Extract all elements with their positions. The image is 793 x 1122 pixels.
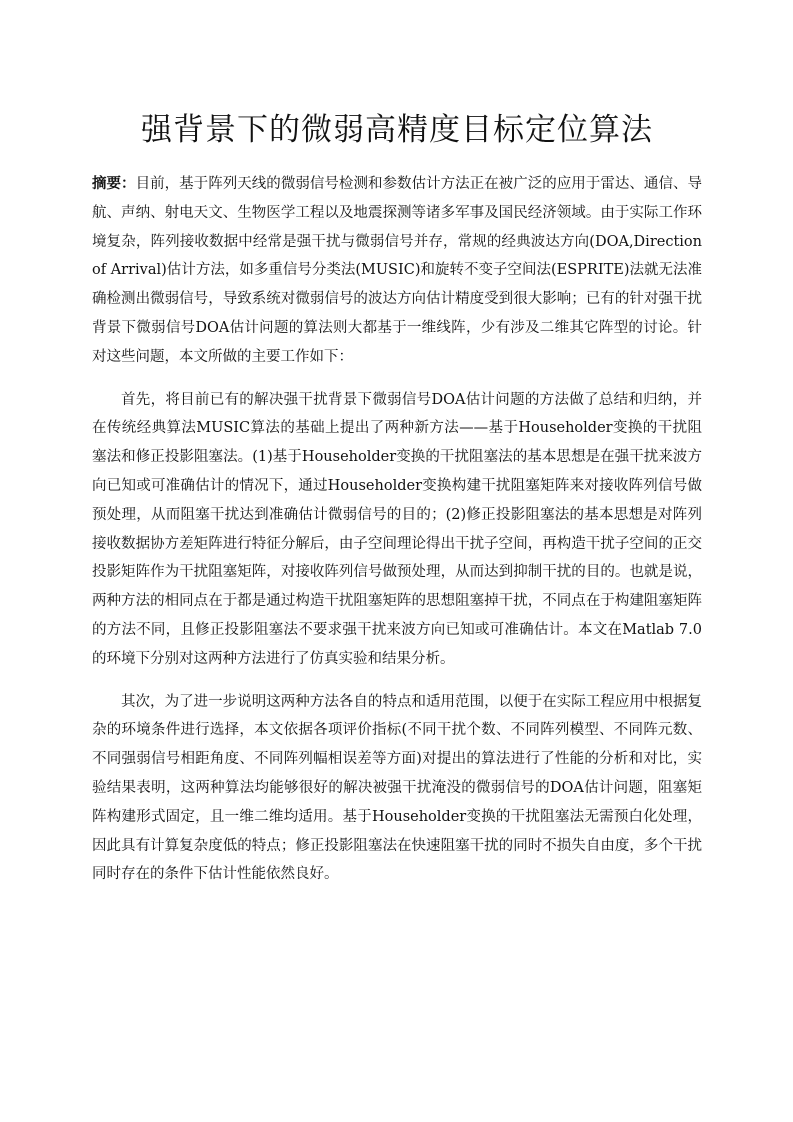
document-page [92,108,702,889]
abstract-paragraph [92,170,702,372]
paper-title: 强背景下的微弱高精度目标定位算法 [141,112,653,148]
abstract-text: 目前，基于阵列天线的微弱信号检测和参数估计方法正在被广泛的应用于雷达、通信、导航、声纳、射电天文、生物医学工程以及地震探测等诸多军事及国民经济领域。由于实际工作环境复杂，阵列接收数据中经常是强干扰与微弱信号并存，常规的经典波达方向(DOA,Direction of Arrival)估计方法，如多重信号分类法(MUSIC)和旋转不变子空间法(ESPRITE)法就无法准确检测出微弱信号，导致系统对微弱信号的波达方向估计精度受到很大影响；已有的针对强干扰背景下微弱信号DOA估计问题的算法则大都基于一维线阵，少有涉及二维其它阵型的讨论。针对这些问题，本文所做的主要工作如下： [92,176,703,365]
body-paragraph-2: 其次，为了进一步说明这两种方法各自的特点和适用范围，以便于在实际工程应用中根据复杂的环境条件进行选择，本文依据各项评价指标(不同干扰个数、不同阵列模型、不同阵元数、不同强弱信号相距角度、不同阵列幅相误差等方面)对提出的算法进行了性能的分析和对比，实验结果表明，这两种算法均能够很好的解决被强干扰淹没的微弱信号的DOA估计问题，阻塞矩阵构建形式固定，且一维二维均适用。基于Householder变换的干扰阻塞法无需预白化处理，因此具有计算复杂度低的特点；修正投影阻塞法在快速阻塞干扰的同时不损失自由度，多个干扰同时存在的条件下估计性能依然良好。 [92,693,702,883]
abstract-label: 摘要： [92,176,136,192]
body-paragraph-1: 首先，将目前已有的解决强干扰背景下微弱信号DOA估计问题的方法做了总结和归纳，并在传统经典算法MUSIC算法的基础上提出了两种新方法——基于Householder变换的干扰阻塞法和修正投影阻塞法。(1)基于Householder变换的干扰阻塞法的基本思想是在强干扰来波方向已知或可准确估计的情况下，通过Householder变换构建干扰阻塞矩阵来对接收阵列信号做预处理，从而阻塞干扰达到准确估计微弱信号的目的；(2)修正投影阻塞法的基本思想是对阵列接收数据协方差矩阵进行特征分解后，由子空间理论得出干扰子空间，再构造干扰子空间的正交投影矩阵作为干扰阻塞矩阵，对接收阵列信号做预处理，从而达到抑制干扰的目的。也就是说，两种方法的相同点在于都是通过构造干扰阻塞矩阵的思想阻塞掉干扰，不同点在于构建阻塞矩阵的方法不同，且修正投影阻塞法不要求强干扰来波方向已知或可准确估计。本文在Matlab 7.0的环境下分别对这两种方法进行了仿真实验和结果分析。 [92,391,702,667]
